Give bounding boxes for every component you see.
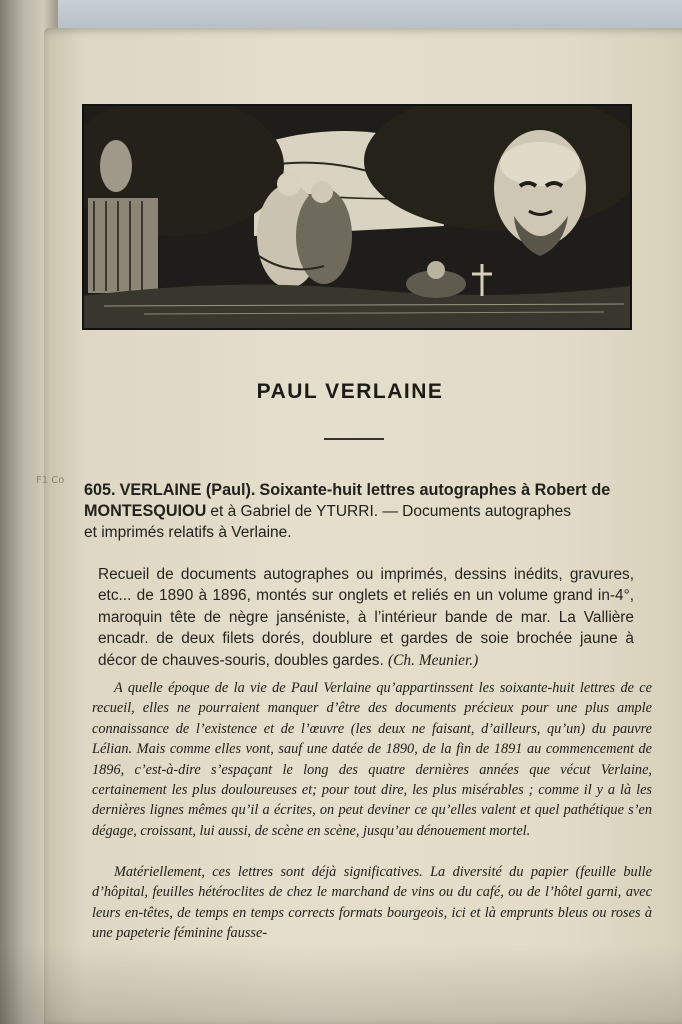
lot-heading-line3: et imprimés relatifs à Verlaine. [84, 524, 292, 541]
lot-author: VERLAINE (Paul). [119, 481, 256, 499]
header-illustration [82, 104, 632, 330]
lot-recipient-name: MONTESQUIOU [84, 502, 207, 520]
page-title: PAUL VERLAINE [256, 380, 444, 403]
commentary-paragraph-2 [92, 862, 652, 944]
pencil-margin-note: F1 Co [36, 475, 65, 486]
commentary-text-1: A quelle époque de la vie de Paul Verlaine qu’appartinssent les soixante-huit lettres de ce recueil, elles ne pourraient manquer d’être des documents précieux pour une plus ample connaissance de l’existence et de l’œuvre (les deux ne faisant, d’ailleurs, qu’un) du pauvre Lélian. Mais comme elles vont, sauf une datée de 1890, de la fin de 1891 au commencement de 1896, c’est-à-dire s’espaçant le long des quatre dernières années que vécut Verlaine, certainement les plus douloureuses et; pour tout dire, les plus misérables ; comme il y a là les dernières lignes mêmes qu’il a écrites, on peut deviner ce qu’elles valent et quel pathétique s’en dégage, croissant, lui aussi, de scène en scène, jusqu’au dénouement mortel. [92, 680, 652, 839]
description-text: Recueil de documents autographes ou imprimés, dessins inédits, gravures, etc... de 1890 à 1896, montés sur onglets et reliés en un volume grand in-4°, maroquin tête de nègre janséniste, à l’intérieur bande de mar. La Vallière encadr. de deux filets dorés, doublure et gardes de soie brochée jaune à décor de chauves-souris, doubles gardes. [98, 566, 634, 669]
commentary-paragraph-1 [92, 678, 652, 841]
lot-number: 605. [84, 481, 116, 499]
lot-description [98, 564, 634, 671]
binder-credit: (Ch. Meunier.) [388, 651, 479, 669]
lot-entry-heading [84, 480, 634, 543]
lot-heading-line2: et à Gabriel de YTURRI. — Documents autographes [210, 503, 572, 520]
lot-heading-rest: Soixante-huit lettres autographes à Robert de [259, 481, 611, 499]
commentary-text-2: Matériellement, ces lettres sont déjà significatives. La diversité du papier (feuille bulle d’hôpital, feuilles hétéroclites de chez le marchand de vins ou du café, ou de l’hôtel garni, avec leurs en-têtes, de temps en temps corrects formats bourgeois, ici et là emprunts bleus ou roses à une papeterie féminine fausse- [92, 864, 652, 942]
title-divider [324, 438, 384, 440]
engraving-icon [84, 106, 630, 328]
